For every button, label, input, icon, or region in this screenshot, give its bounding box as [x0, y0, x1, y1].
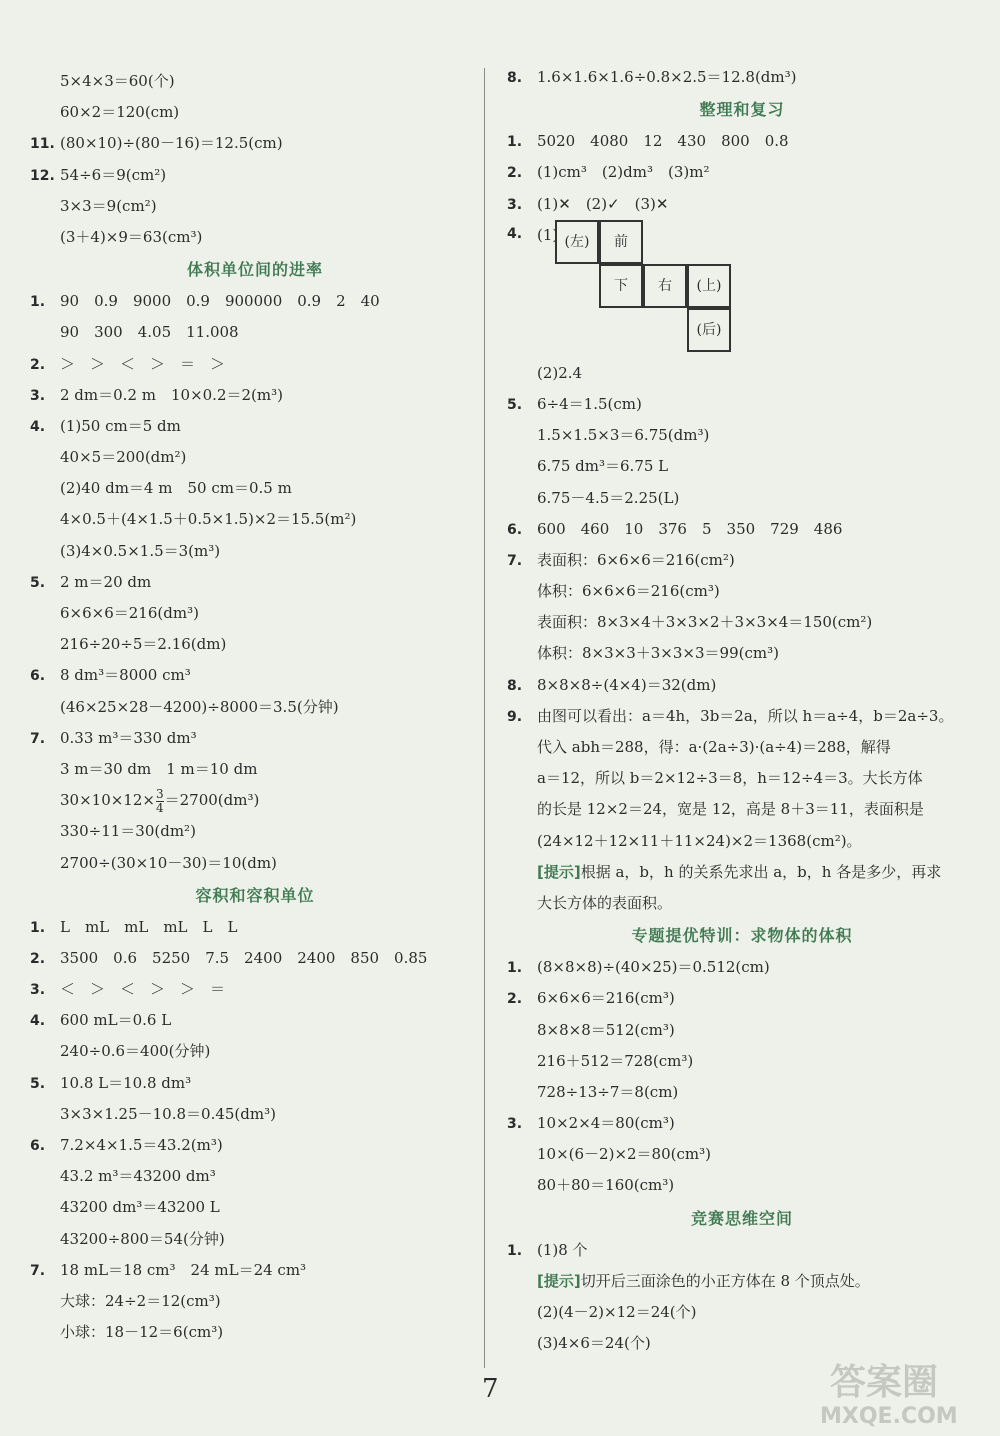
answer-text: 40×5＝200(dm²): [60, 448, 187, 467]
answer-line: [30, 754, 480, 785]
answer-text: 根据 a，b，h 的关系先求出 a，b，h 各是多少，再求: [580, 862, 942, 881]
answer-text: (2)2.4: [537, 363, 583, 382]
answer-line: [30, 1224, 480, 1255]
answer-text: 5020 4080 12 430 800 0.8: [537, 132, 789, 151]
answer-line: [30, 411, 480, 442]
problem-number: 2.: [507, 165, 523, 182]
answer-line: [30, 692, 480, 723]
answer-line: [30, 1317, 480, 1348]
answer-line: [30, 317, 480, 348]
answer-text: 5×4×3＝60(个): [60, 72, 175, 90]
answer-text: 表面积：6×6×6＝216(cm²): [537, 550, 735, 569]
problem-number: 5.: [30, 1075, 46, 1092]
answer-text: 10×2×4＝80(cm³): [537, 1114, 675, 1133]
answer-line: [30, 723, 480, 754]
section-heading: 容积和容积单位: [195, 885, 315, 905]
answer-line: [30, 222, 480, 253]
hint-tag: [提示]: [537, 862, 581, 881]
answer-text: 6.75 dm³＝6.75 L: [537, 457, 669, 476]
section-heading: 体积单位间的进率: [186, 260, 323, 280]
fraction: [156, 788, 164, 815]
section-heading: 竞赛思维空间: [690, 1208, 793, 1228]
answer-line: [507, 126, 977, 157]
answer-text: 表面积：8×3×4＋3×3×2＋3×3×4＝150(cm²): [537, 613, 873, 632]
answer-line: [507, 732, 977, 763]
fraction-denominator: 4: [155, 800, 164, 815]
problem-number: 11.: [30, 136, 55, 153]
answer-text: 3 m＝30 dm 1 m＝10 dm: [60, 759, 258, 778]
answer-line: [507, 638, 977, 669]
problem-number: 3.: [507, 196, 523, 213]
answer-line: [30, 974, 480, 1005]
answer-line: [30, 943, 480, 974]
answer-text: 10×(6－2)×2＝80(cm³): [537, 1145, 711, 1164]
net-cell-left: (左): [555, 220, 599, 264]
answer-line: [30, 816, 480, 847]
answer-line: [507, 857, 977, 888]
answer-line: [507, 576, 977, 607]
answer-line: [30, 660, 480, 691]
problem-number: 7.: [507, 552, 523, 569]
answer-line: [30, 1161, 480, 1192]
answer-line: [507, 701, 977, 732]
problem-number: 3.: [30, 982, 46, 999]
section-heading: 专题提优特训：求物体的体积: [631, 926, 853, 946]
answer-line: [507, 1297, 977, 1328]
answer-text: (3)4×0.5×1.5＝3(m³): [60, 541, 221, 560]
answer-line: [30, 536, 480, 567]
problem-number: 1.: [30, 919, 46, 936]
answer-line: [30, 1255, 480, 1286]
answer-line: [507, 62, 977, 93]
answer-line: [507, 1077, 977, 1108]
answer-line: [30, 1286, 480, 1317]
answer-line: [30, 473, 480, 504]
answer-line: [30, 504, 480, 535]
problem-number: 3.: [30, 387, 46, 404]
answer-text: 18 mL＝18 cm³ 24 mL＝24 cm³: [60, 1260, 307, 1279]
problem-number: 6.: [30, 1138, 46, 1154]
problem-number: 3.: [507, 1116, 523, 1133]
watermark-logo: [810, 1352, 990, 1432]
answer-line: [507, 888, 977, 919]
answer-text: ＞ ＞ ＜ ＞ ＝ ＞: [60, 354, 226, 373]
answer-text: (80×10)÷(80－16)＝12.5(cm): [60, 134, 283, 153]
net-cell-bottom: 下: [599, 264, 643, 308]
net-cell-back: (后): [687, 308, 731, 352]
answer-line: [30, 1099, 480, 1130]
answer-line: [30, 66, 480, 97]
answer-text: 90 0.9 9000 0.9 900000 0.9 2 40: [60, 292, 380, 311]
problem-number: 8.: [507, 677, 523, 694]
answer-text: 43200÷800＝54(分钟): [60, 1229, 225, 1248]
answer-line: [30, 1192, 480, 1223]
answer-line: [507, 607, 977, 638]
answer-text: 2 m＝20 dm: [60, 572, 152, 591]
answer-line: [30, 286, 480, 317]
problem-number: 2.: [30, 356, 46, 373]
answer-line: [507, 483, 977, 514]
watermark-title: 答案圈: [830, 1362, 939, 1403]
answer-text: ＝2700(dm³): [164, 791, 260, 810]
problem-number: 9.: [507, 708, 523, 725]
answer-text: 切开后三面涂色的小正方体在 8 个顶点处。: [580, 1271, 870, 1290]
answer-text: 10.8 L＝10.8 dm³: [60, 1073, 192, 1092]
answer-line: [507, 763, 977, 794]
answer-text: 3×3＝9(cm²): [60, 196, 157, 215]
column-divider: [484, 68, 485, 1368]
problem-number: 1.: [30, 294, 46, 311]
answer-text: 由图可以看出：a＝4h，3b＝2a，所以 h＝a÷4，b＝2a÷3。: [537, 706, 954, 725]
answer-line: [507, 451, 977, 482]
answer-line: [507, 157, 977, 188]
answer-text: (1)8 个: [537, 1240, 588, 1259]
answer-text: 8×8×8＝512(cm³): [537, 1020, 675, 1039]
answer-line: [30, 912, 480, 943]
answer-line: [30, 380, 480, 411]
net-cell-top: (上): [687, 264, 731, 308]
hint-tag: [提示]: [537, 1271, 581, 1290]
answer-line: [507, 420, 977, 451]
right-column: [507, 62, 977, 1359]
answer-text: 的长是 12×2＝24，宽是 12，高是 8＋3＝11，表面积是: [537, 800, 924, 819]
answer-line: [30, 785, 480, 816]
answer-text: 6÷4＝1.5(cm): [537, 394, 642, 413]
answer-text: 体积：8×3×3＋3×3×3＝99(cm³): [537, 644, 779, 663]
problem-number: 6.: [507, 521, 523, 538]
answer-line: [507, 952, 977, 983]
net-cell-front: 前: [599, 220, 643, 264]
problem-number: 7.: [30, 730, 46, 747]
fraction-numerator: 3: [155, 786, 164, 801]
answer-line: [507, 983, 977, 1014]
answer-line: [507, 545, 977, 576]
problem-number: 2.: [507, 991, 523, 1008]
net-prefix: (1): [537, 225, 559, 244]
answer-line: [30, 848, 480, 879]
answer-text: a＝12，所以 b＝2×12÷3＝8，h＝12÷4＝3。大长方体: [537, 769, 923, 788]
answer-text: 90 300 4.05 11.008: [60, 323, 239, 342]
answer-line: [30, 567, 480, 598]
answer-line: [30, 1068, 480, 1099]
answer-text: 2700÷(30×10－30)＝10(dm): [60, 853, 277, 872]
answer-text: 80＋80＝160(cm³): [537, 1176, 675, 1195]
right-bottom-block: [507, 358, 977, 1360]
answer-line: [507, 670, 977, 701]
answer-line: [30, 191, 480, 222]
answer-line: [507, 514, 977, 545]
problem-number: 12.: [30, 167, 55, 184]
right-top-block: [507, 62, 977, 220]
answer-line: [507, 1046, 977, 1077]
answer-text: 2 dm＝0.2 m 10×0.2＝2(m³): [60, 385, 283, 404]
answer-text: ＜ ＞ ＜ ＞ ＞ ＝: [60, 980, 226, 999]
answer-text: 体积：6×6×6＝216(cm³): [537, 582, 720, 601]
problem-number: 2.: [30, 950, 46, 967]
net-cell-right: 右: [643, 264, 687, 308]
answer-line: [507, 826, 977, 857]
problem-number: 4.: [30, 418, 46, 435]
answer-line: [30, 97, 480, 128]
answer-text: 4×0.5＋(4×1.5＋0.5×1.5)×2＝15.5(m²): [60, 510, 357, 529]
answer-text: 60×2＝120(cm): [60, 103, 180, 122]
answer-line: [507, 189, 977, 220]
answer-line: [30, 442, 480, 473]
answer-text: (2)(4－2)×12＝24(个): [537, 1303, 697, 1321]
answer-text: 0.33 m³＝330 dm³: [60, 728, 197, 747]
problem-number: 4.: [507, 225, 523, 242]
answer-text: (3)4×6＝24(个): [537, 1334, 651, 1353]
answer-text: 54÷6＝9(cm²): [60, 165, 167, 184]
problem-number: 1.: [507, 960, 523, 977]
answer-text: 3×3×1.25－10.8＝0.45(dm³): [60, 1104, 276, 1123]
answer-text: (1)✕ (2)✓ (3)✕: [537, 194, 669, 213]
left-column: [30, 66, 480, 1348]
answer-text: (24×12＋12×11＋11×24)×2＝1368(cm²)。: [537, 831, 862, 850]
answer-text: 240÷0.6＝400(分钟): [60, 1042, 211, 1061]
answer-text: 600 mL＝0.6 L: [60, 1011, 172, 1030]
answer-text: 728÷13÷7＝8(cm): [537, 1082, 679, 1101]
answer-text: 3500 0.6 5250 7.5 2400 2400 850 0.85: [60, 948, 428, 967]
watermark-url: MXQE.COM: [820, 1404, 958, 1429]
answer-text: (2)40 dm＝4 m 50 cm＝0.5 m: [60, 479, 292, 498]
problem-number: 7.: [30, 1262, 46, 1279]
answer-text: (8×8×8)÷(40×25)＝0.512(cm): [537, 958, 770, 977]
answer-line: [507, 1170, 977, 1201]
answer-text: 330÷11＝30(dm²): [60, 822, 196, 841]
answer-text: 小球：18－12＝6(cm³): [60, 1323, 224, 1342]
section-heading: 整理和复习: [699, 100, 785, 120]
answer-text: 600 460 10 376 5 350 729 486: [537, 519, 843, 538]
answer-line: [507, 389, 977, 420]
answer-line: [507, 1139, 977, 1170]
answer-line: [507, 1015, 977, 1046]
problem-number: 5.: [507, 396, 523, 413]
answer-text: (46×25×28－4200)÷8000＝3.5(分钟): [60, 697, 339, 716]
problem-number: 4.: [30, 1013, 46, 1030]
answer-line: [30, 128, 480, 159]
answer-text: 大长方体的表面积。: [537, 893, 673, 912]
answer-line: [30, 349, 480, 380]
answer-text: (3＋4)×9＝63(cm³): [60, 227, 203, 246]
answer-text: 30×10×12×: [60, 791, 155, 810]
answer-text: 43.2 m³＝43200 dm³: [60, 1167, 216, 1186]
problem-number: 1.: [507, 134, 523, 151]
answer-text: 6×6×6＝216(dm³): [60, 604, 199, 622]
answer-text: 1.6×1.6×1.6÷0.8×2.5＝12.8(dm³): [537, 68, 797, 86]
answer-text: 216＋512＝728(cm³): [537, 1051, 694, 1070]
answer-text: 1.5×1.5×3＝6.75(dm³): [537, 426, 710, 445]
problem-number: 1.: [507, 1242, 523, 1259]
answer-text: L mL mL mL L L: [60, 917, 238, 936]
answer-line: [507, 1266, 977, 1297]
answer-line: [30, 598, 480, 629]
answer-text: 代入 abh＝288，得：a·(2a÷3)·(a÷4)＝288，解得: [537, 738, 891, 756]
answer-line: [30, 160, 480, 191]
answer-line: [30, 1005, 480, 1036]
problem-number: 6.: [30, 668, 46, 685]
answer-text: 6.75－4.5＝2.25(L): [537, 488, 680, 507]
answer-text: 43200 dm³＝43200 L: [60, 1198, 220, 1217]
answer-line: [30, 629, 480, 660]
answer-text: 7.2×4×1.5＝43.2(m³): [60, 1136, 223, 1154]
answer-text: 216÷20÷5＝2.16(dm): [60, 635, 227, 654]
answer-line: [30, 1036, 480, 1067]
answer-text: 大球：24÷2＝12(cm³): [60, 1291, 221, 1310]
answer-line: [507, 1108, 977, 1139]
answer-text: 6×6×6＝216(cm³): [537, 989, 675, 1008]
answer-text: 8 dm³＝8000 cm³: [60, 666, 191, 685]
page-number: 7: [482, 1374, 499, 1404]
cube-net-figure: [507, 220, 977, 358]
answer-text: (1)cm³ (2)dm³ (3)m²: [537, 163, 710, 182]
answer-text: 8×8×8÷(4×4)＝32(dm): [537, 675, 717, 694]
answer-line: [507, 1235, 977, 1266]
problem-number: 8.: [507, 70, 523, 86]
problem-number: 5.: [30, 574, 46, 591]
answer-text: (1)50 cm＝5 dm: [60, 416, 181, 435]
answer-line: [30, 1130, 480, 1161]
answer-line: [507, 794, 977, 825]
answer-line: [507, 358, 977, 389]
